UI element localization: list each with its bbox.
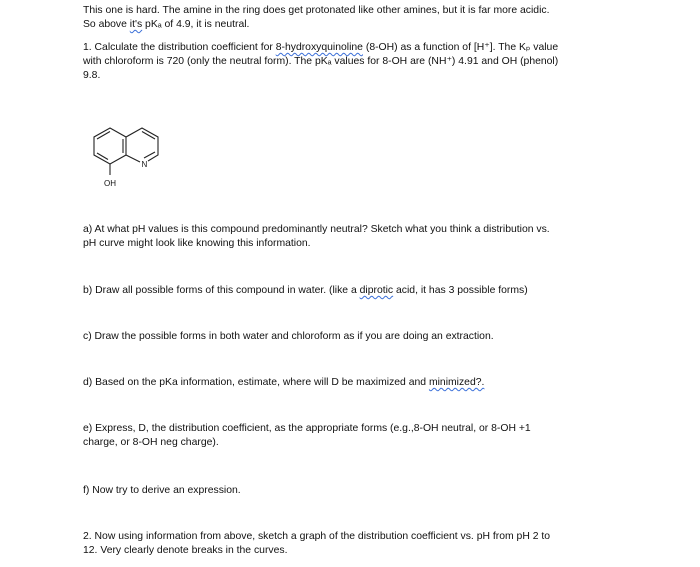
- question-b: [83, 284, 628, 298]
- question-a: [83, 223, 628, 251]
- question-e: [83, 422, 628, 450]
- q1-line-1-start: 1. Calculate the distribution coefficient for: [83, 42, 276, 53]
- intro-line-2-start: So above: [83, 19, 130, 30]
- intro-line-2-end: pKₐ of 4.9, it is neutral.: [142, 19, 250, 30]
- question-c: [83, 330, 628, 344]
- qd-line: [83, 376, 628, 390]
- q2-line-2: 12. Very clearly denote breaks in the curves.: [83, 545, 288, 556]
- q2-line-1: 2. Now using information from above, sketch a graph of the distribution coefficient vs. pH from pH 2 to: [83, 531, 551, 542]
- qd-line-start: d) Based on the pKa information, estimate, where will D be maximized and: [83, 377, 429, 388]
- question-1: [83, 41, 628, 83]
- qa-line-2: pH curve might look like knowing this information.: [83, 238, 311, 249]
- qe-line-1: e) Express, D, the distribution coefficient, as the appropriate forms (e.g.,8-OH neutral, or 8-OH +1: [83, 423, 531, 434]
- q1-line-3: 9.8.: [83, 70, 101, 81]
- q1-line-1-end: (8-OH) as a function of [H⁺]. The Kₚ value: [362, 42, 559, 53]
- intro-line-1: This one is hard. The amine in the ring does get protonated like other amines, but it is far more acidic.: [83, 5, 550, 16]
- qa-line-1: a) At what pH values is this compound predominantly neutral? Sketch what you think a distribution vs.: [83, 224, 550, 235]
- double-bond-1: [97, 132, 110, 140]
- structure-bonds: [94, 128, 158, 175]
- double-bond-5: [144, 152, 155, 158]
- qb-line-end: acid, it has 3 possible forms): [393, 285, 528, 296]
- qe-line-2: charge, or 8-OH neg charge).: [83, 437, 219, 448]
- nitrogen-label: N: [141, 160, 148, 169]
- question-d: [83, 376, 628, 390]
- q1-line-2: with chloroform is 720 (only the neutral form). The pKₐ values for 8-OH are (NH⁺) 4.91 and OH (phenol): [83, 56, 559, 67]
- intro-line-2: [83, 18, 628, 32]
- qf-line: f) Now try to derive an expression.: [83, 485, 241, 496]
- spellcheck-diprotic: diprotic: [359, 285, 394, 296]
- qb-line-start: b) Draw all possible forms of this compound in water. (like a: [83, 285, 360, 296]
- qb-line: [83, 284, 628, 298]
- double-bond-2: [97, 153, 108, 160]
- hydroxyl-label: OH: [104, 179, 116, 188]
- intro-paragraph: [83, 4, 628, 32]
- pyridine-ring: [126, 128, 158, 161]
- spellcheck-its: it's: [129, 19, 143, 30]
- q1-line-1: [83, 41, 628, 55]
- benzene-ring: [94, 128, 126, 164]
- qc-line: c) Draw the possible forms in both water and chloroform as if you are doing an extraction.: [83, 331, 494, 342]
- question-2: [83, 530, 628, 558]
- spellcheck-compound: 8-hydroxyquinoline: [275, 42, 363, 53]
- spellcheck-minimized: minimized?.: [428, 377, 485, 388]
- hydroxyquinoline-structure: [88, 118, 168, 194]
- double-bond-4: [142, 132, 155, 140]
- question-f: [83, 484, 628, 498]
- pyridine-bond-n: [126, 155, 140, 162]
